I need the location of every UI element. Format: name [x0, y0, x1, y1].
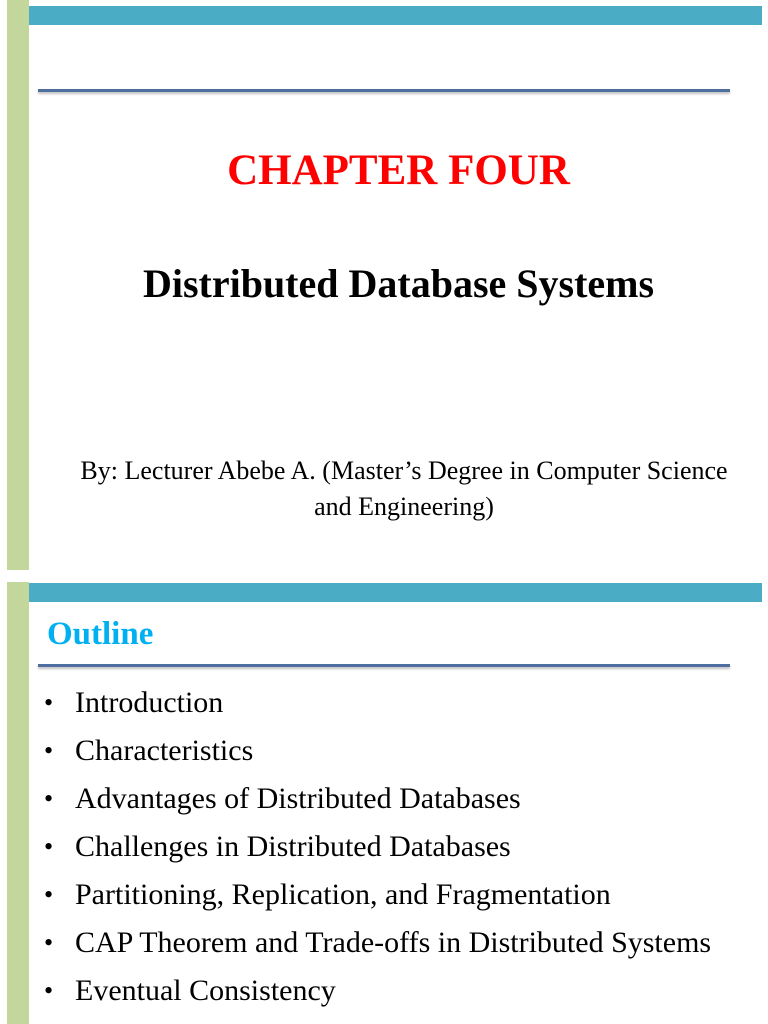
bullet-icon: •	[44, 928, 54, 957]
list-item	[44, 874, 748, 915]
slide-subtitle: Distributed Database Systems	[142, 261, 655, 306]
list-item	[44, 730, 748, 771]
list-item	[44, 682, 748, 723]
left-accent-bar	[7, 582, 29, 1024]
bullet-icon: •	[44, 832, 54, 861]
bullet-icon: •	[44, 880, 54, 909]
list-item-text: CAP Theorem and Trade-offs in Distributed Systems	[75, 926, 712, 959]
list-item	[44, 778, 748, 819]
left-accent-bar	[7, 0, 29, 570]
header-rule	[38, 664, 730, 667]
list-item	[44, 970, 748, 1011]
bullet-icon: •	[44, 784, 54, 813]
top-accent-bar	[29, 6, 762, 25]
outline-slide	[0, 582, 768, 1024]
list-item-text: Characteristics	[75, 734, 254, 767]
list-item-text: Introduction	[75, 686, 224, 719]
top-accent-bar	[29, 583, 762, 602]
list-item-text: Advantages of Distributed Databases	[75, 782, 521, 815]
header-rule	[38, 89, 730, 92]
outline-list	[44, 682, 748, 1018]
list-item	[44, 826, 748, 867]
chapter-title: CHAPTER FOUR	[227, 147, 570, 194]
list-item-text: Partitioning, Replication, and Fragmentation	[75, 878, 611, 911]
list-item-text: Eventual Consistency	[75, 974, 336, 1007]
bullet-icon: •	[44, 976, 54, 1005]
author-line: By: Lecturer Abebe A. (Master’s Degree in Computer Science and Engineering)	[80, 456, 728, 521]
list-item	[44, 922, 748, 963]
outline-heading: Outline	[47, 616, 154, 652]
list-item-text: Challenges in Distributed Databases	[75, 830, 511, 863]
bullet-icon: •	[44, 688, 54, 717]
bullet-icon: •	[44, 736, 54, 765]
